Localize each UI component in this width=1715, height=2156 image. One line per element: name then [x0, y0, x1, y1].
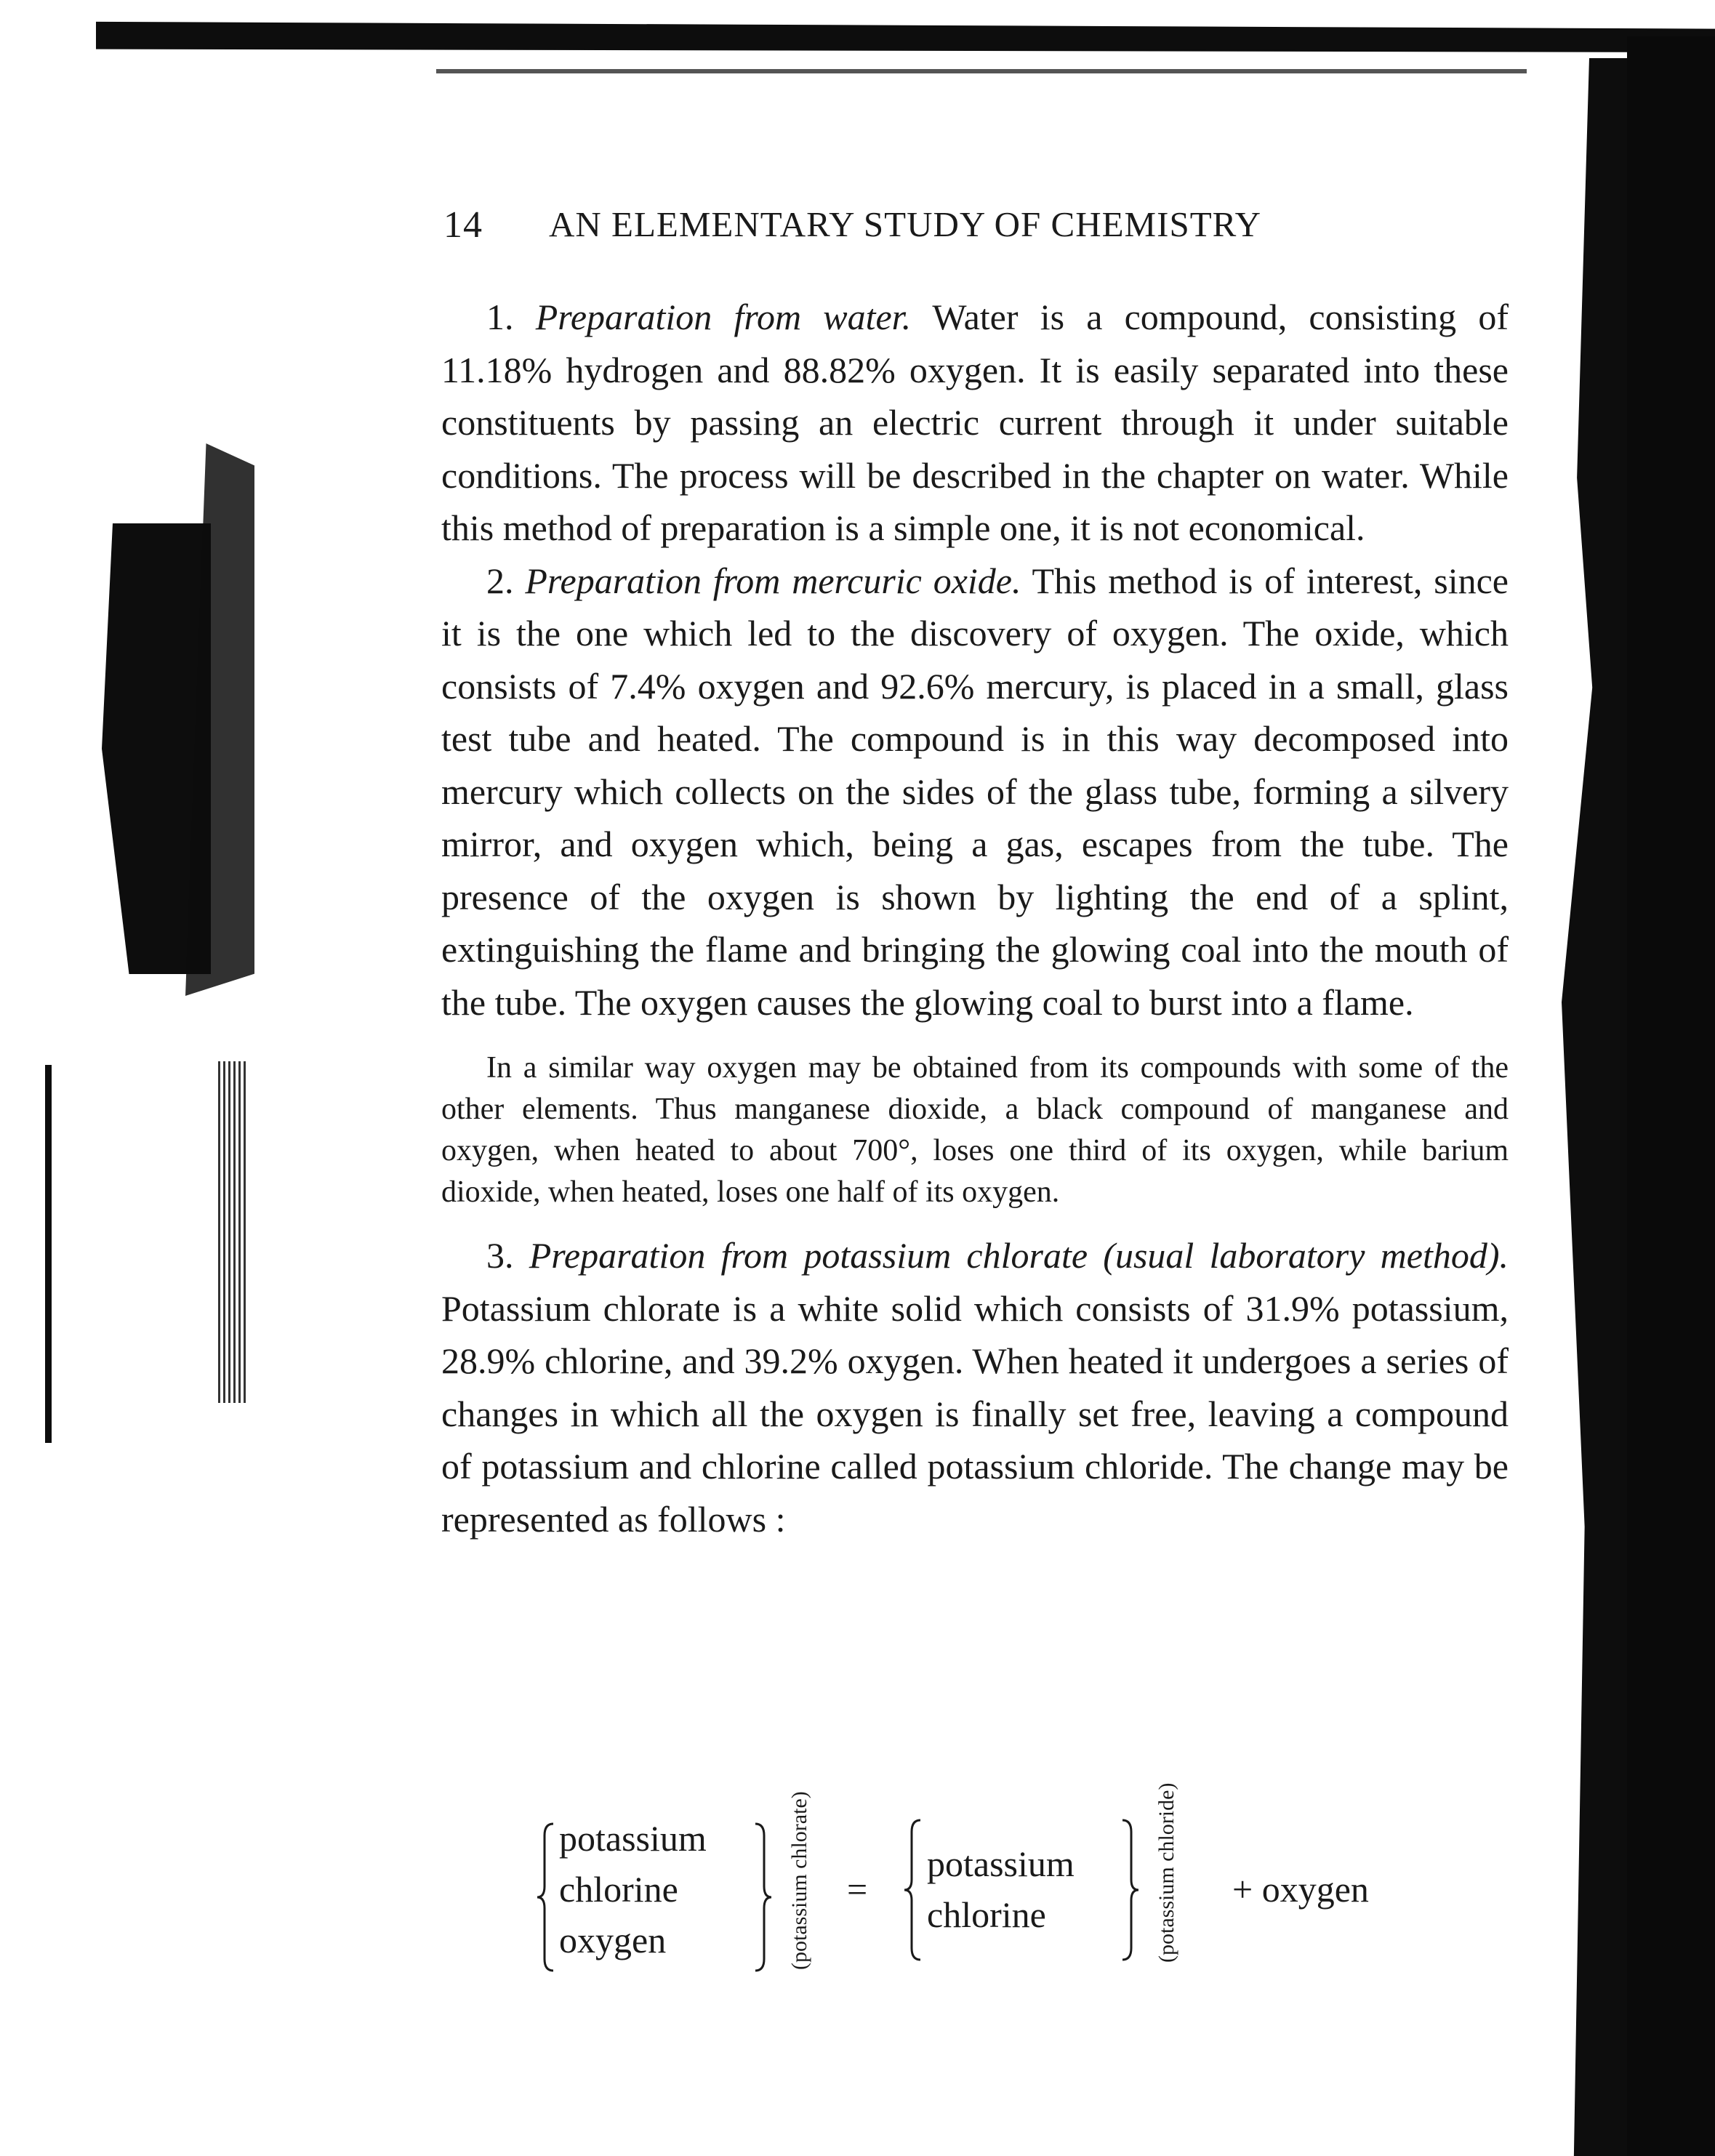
paragraph-potassium-chlorate	[441, 1229, 1509, 1545]
scan-right-edge	[1627, 36, 1715, 2156]
left-term: potassium	[559, 1818, 707, 1859]
small-print-note: In a similar way oxygen may be obtained from its compounds with some of the other elements. Thus manganese dioxide, a black compound of manganese and oxygen, when heated to about 700°, loses one third of its oxygen, while barium dioxide, when heated, loses one half of its oxygen.	[441, 1051, 1509, 1209]
equals-sign: =	[847, 1869, 868, 1910]
text-column	[441, 291, 1509, 1545]
scan-top-shadow	[96, 13, 1715, 52]
right-close-brace-icon	[1120, 1817, 1141, 1963]
right-term: potassium	[927, 1843, 1075, 1884]
plus-oxygen-term: + oxygen	[1232, 1869, 1369, 1910]
paragraph-number: 3.	[486, 1235, 514, 1276]
paragraph-heading: Preparation from potassium chlorate	[529, 1235, 1088, 1276]
scan-top-line	[436, 69, 1527, 73]
scan-left-streak	[218, 1061, 246, 1403]
paragraph-water	[441, 291, 1509, 555]
left-term: chlorine	[559, 1869, 678, 1910]
scan-left-line	[45, 1065, 52, 1443]
paragraph-heading: Preparation from water.	[535, 297, 912, 337]
left-open-brace-icon	[534, 1821, 556, 1974]
right-term: chlorine	[927, 1894, 1046, 1935]
page-number: 14	[443, 204, 483, 246]
paragraph-mercuric-oxide	[441, 555, 1509, 1029]
running-title: AN ELEMENTARY STUDY OF CHEMISTRY	[549, 204, 1261, 244]
page-header	[443, 204, 1396, 262]
paragraph-number: 2.	[486, 560, 514, 601]
paragraph-number: 1.	[486, 297, 514, 337]
right-open-brace-icon	[901, 1817, 923, 1963]
left-compound-label: (potassium chlorate)	[787, 1791, 811, 1970]
paragraph-body: This method is of interest, since it is the one which led to the discovery of oxygen. The oxide, which consists of 7.4% oxygen and 92.6% mercury, is placed in a small, glass test tube and heated. The compound is in this way decomposed into mercury which collects on the sides of the glass tube, forming a silvery mirror, and oxygen which, being a gas, escapes from the tube. The presence of the oxygen is shown by lighting the end of a splint, extinguishing the flame and bringing the glowing coal into the mouth of the tube. The oxygen causes the glowing coal to burst into a flame.	[441, 560, 1509, 1023]
paragraph-body: Water is a compound, consisting of 11.18% hydrogen and 88.82% oxygen. It is easily separated into these constituents by passing an electric current through it under suitable conditions. The process will be described in the chapter on water. While this method of preparation is a simple one, it is not economical.	[441, 297, 1509, 548]
paragraph-heading: Preparation from mercuric oxide.	[525, 560, 1021, 601]
right-compound-label: (potassium chloride)	[1154, 1782, 1178, 1963]
paragraph-body: Potassium chlorate is a white solid which consists of 31.9% potassium, 28.9% chlorine, and 39.2% oxygen. When heated it undergoes a series of changes in which all the oxygen is finally set free, leaving a compound of potassium and chlorine called potassium chloride. The change may be represented as follows :	[441, 1287, 1509, 1540]
chemical-equation	[534, 1782, 1421, 1984]
paragraph-heading-paren: (usual laboratory method).	[1103, 1235, 1509, 1276]
left-term: oxygen	[559, 1920, 667, 1960]
left-close-brace-icon	[752, 1821, 774, 1974]
